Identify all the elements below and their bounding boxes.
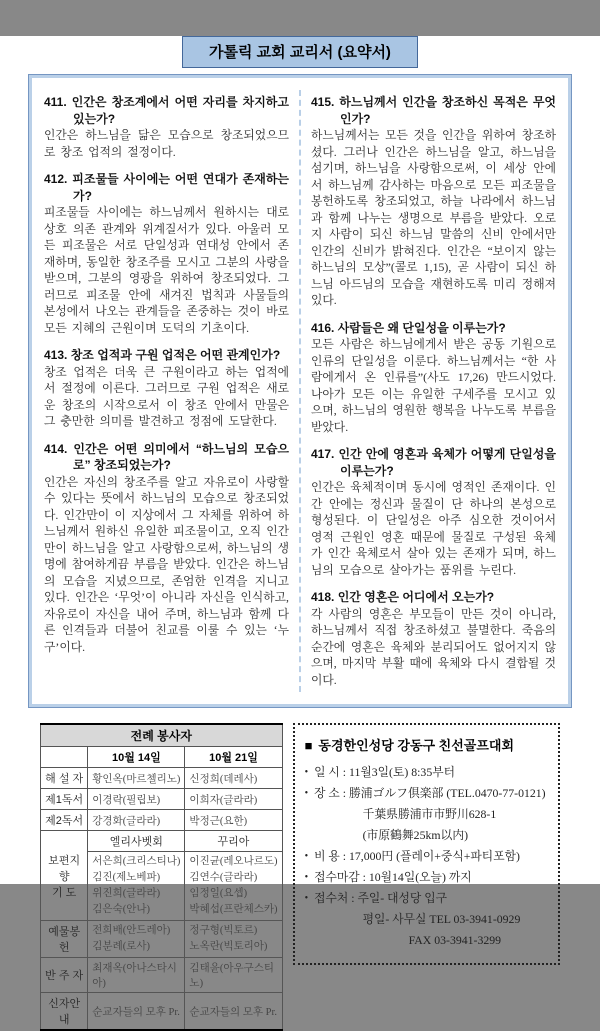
petition-name: 김연수(글라라) [189,872,258,883]
petition-group-2: 꾸리아 [185,831,282,852]
answer-415: 하느님께서는 모든 것을 인간을 위하여 창조하셨다. 그러나 인간은 하느님을 알고, 하느님을 섬기며, 하느님을 사랑함으로써, 이 세상 안에서 하느님께 감사하는 마음으로 모든 피조물을 봉헌하도록 창조되었고, 하늘 나라에서 하느님과 함께 나누는 생명으로 부름을 받았다. 오로지 사람이 되신 하느님 말씀의 신비 안에서만 인간의 신비가 밝혀진다. 인간은 “보이지 않는 하느님의 모상”(콜로 1,15), 곧 사람이 되신 하느님 아드님의 모습을 재현하도록 미리 정해져 있다. [311,128,556,307]
petition-name: 이진균(레오나르도) [189,856,278,867]
golf-item-text: 일 시 : 11월3일(토) 8:35부터 [314,765,456,779]
answer-417: 인간은 육체적이며 동시에 영적인 존재이다. 인간 안에는 정신과 물질이 단 하나의 본성으로 형성된다. 이 단일성은 아주 심오한 것이어서 영적 근원인 영혼 때문에 물질로 구성된 육체가 인간 육체로서 살아 있는 존재가 되며, 하느님의 모습으로 살아가는 품위를 누린다. [311,480,556,577]
golf-item-fee [305,846,550,867]
offering-week2 [185,921,282,958]
header-empty-cell [41,747,88,768]
catechism-section [28,74,572,708]
table-title: 전례 봉사자 [41,724,283,747]
question-412: 412. 피조물들 사이에는 어떤 연대가 존재하는가? [44,172,289,203]
golf-title-text: 동경한인성당 강동구 친선골프대회 [318,738,515,753]
usher-week2: 순교자들의 모후 Pr. [185,993,282,1031]
commentator-week1: 황인옥(마르첼리노) [88,768,185,789]
row-label-petition [41,831,88,921]
row-label: 해 설 자 [41,768,88,789]
question-415: 415. 하느님께서 인간을 창조하신 목적은 무엇인가? [311,95,556,126]
bullet-icon: • [304,767,309,778]
row-label: 신자안내 [41,993,88,1031]
catechism-left-column [34,90,299,692]
answer-411: 인간은 하느님을 닮은 모습으로 창조되었으므로 창조 업적의 절정이다. [44,128,289,159]
petition-label-line2: 기 도 [51,886,77,899]
golf-item-text: 접수마감 : 10월14일(오늘) 까지 [314,870,472,884]
petition-name: 임정일(요셉) [189,888,248,899]
accompanist-week2: 김태윤(아우구스티노) [185,958,282,993]
question-411: 411. 인간은 창조계에서 어떤 자리를 차지하고 있는가? [44,95,289,126]
row-label: 제2독서 [41,810,88,831]
answer-413: 창조 업적은 더욱 큰 구원이라고 하는 업적에서 절정에 이른다. 그러므로 구원 업적은 새로운 창조의 시작으로서 이 창조 안에서 만물은 그 충만한 의미를 발견하고 정점에 도달한다. [44,364,289,428]
bullet-icon: • [304,893,309,904]
catechism-columns [29,75,571,707]
table-row-reading1 [41,789,283,810]
question-416: 416. 사람들은 왜 단일성을 이루는가? [311,320,506,335]
qa-item-416 [311,320,556,436]
table-header-row [41,747,283,768]
table-row-commentator [41,768,283,789]
table-title-row [41,724,283,747]
golf-item-text: 장 소 : 勝浦ゴルフ倶楽部 (TEL.0470-77-0121) [314,786,546,800]
golf-item-text: 비 용 : 17,000円 (플레이+중식+파티포함) [314,849,520,863]
golf-item-text: 접수처 : 주일- 대성당 입구 [314,891,448,905]
golf-place-address: 千葉県勝浦市市野川628-1 [362,807,497,821]
bottom-section [40,723,560,1031]
question-414: 414. 인간은 어떤 의미에서 “하느님의 모습으로” 창조되었는가? [44,441,289,472]
answer-414: 인간은 자신의 창조주를 알고 자유로이 사랑할 수 있다는 뜻에서 하느님의 모습으로 창조되었다. 인간만이 이 지상에서 그 자체를 위하여 하느님께서 원하신 유일한 피조물이고, 오직 인간만이 하느님을 알고 사랑함으로써, 하느님의 생명에 참여하게끔 부름을 받았다. 인간은 하느님의 모습을 지녔으므로, 존엄한 인격을 지니고 있다. 인간은 ‘무엇’이 아니라 자신을 인식하고, 자유로이 자신을 내어 주며, 하느님과 함께 다른 인격들과 더불어 친교를 이룰 수 있는 ‘누구’이다. [44,474,289,654]
table-row-accompanist [41,958,283,993]
reading2-week2: 박정근(요한) [185,810,282,831]
table-row-reading2 [41,810,283,831]
qa-item-414 [44,441,289,656]
golf-place-distance: (市原鶴舞25km以内) [362,828,469,842]
catechism-right-column [299,90,566,692]
page-title: 가톨릭 교회 교리서 (요약서) [182,36,418,68]
question-413: 413. 창조 업적과 구원 업적은 어떤 관계인가? [44,348,281,362]
qa-item-417 [311,446,556,578]
row-label: 예물봉헌 [41,921,88,958]
reading2-week1: 강경화(글라라) [88,810,185,831]
petition-name: 박혜섭(프란체스카) [189,904,278,915]
header-date-1: 10월 14일 [88,747,185,768]
petition-label-line1: 보편지향 [48,854,81,883]
answer-412: 피조물들 사이에는 하느님께서 원하시는 대로 상호 의존 관계와 위계질서가 있다. 아울러 모든 피조물은 서로 단일성과 연대성 안에서 존재하며, 동일한 창조주를 모시고 그분의 사랑을 받으며, 그분의 영광을 위하여 창조되었다. 그러므로 피조물 안에 새겨진 법칙과 사물들의 본성에서 나오는 관계들을 존중하는 것이 바로 모든 지혜의 근원이며 도덕의 기초이다. [44,205,289,335]
reading1-week2: 이희자(글라라) [185,789,282,810]
bullet-icon: • [304,851,309,862]
offering-name: 노옥란(빅토리아) [189,941,268,952]
answer-416: 모든 사람은 하느님에게서 받은 공동 기원으로 인류의 단일성을 이룬다. 하느님께서는 “한 사람에게서 온 인류를”(사도 17,26) 만드시었다. 나아가 모든 이는 유일한 구세주를 모시고 있으며, 하느님의 영원한 행복을 나누도록 부름을 받았다. [311,337,556,434]
offering-name: 전희배(안드레아) [92,925,171,936]
golf-registration-fax: FAX 03-3941-3299 [408,933,502,947]
bullet-icon: • [304,788,309,799]
petition-name: 김은숙(안나) [92,904,150,915]
reading1-week1: 이경락(필립보) [88,789,185,810]
golf-registration-weekday: 평일- 사무실 TEL 03-3941-0929 [362,912,521,926]
question-418: 418. 인간 영혼은 어디에서 오는가? [311,590,495,604]
bulletin-page [0,36,600,1026]
qa-item-412 [44,171,289,336]
square-bullet-icon: ■ [304,738,313,753]
golf-item-place [305,783,550,804]
row-label: 반 주 자 [41,958,88,993]
table-row-usher [41,993,283,1031]
table-row-petition-groups [41,831,283,852]
usher-week1: 순교자들의 모후 Pr. [88,993,185,1031]
qa-item-415 [311,94,556,309]
commentator-week2: 신정희(데레사) [185,768,282,789]
row-label: 제1독서 [41,789,88,810]
bullet-icon: • [304,872,309,883]
petition-names-week1 [88,852,185,921]
answer-418: 각 사람의 영혼은 부모들이 만든 것이 아니라, 하느님께서 직접 창조하셨고 불멸한다. 죽음의 순간에 영혼은 육체와 분리되어도 없어지지 않으며, 마지막 부활 때에 육체와 다시 결합될 것이다. [311,606,556,687]
petition-name: 서은희(크리스티나) [92,856,181,867]
petition-name: 위진희(글라라) [92,888,161,899]
header-date-2: 10월 21일 [185,747,282,768]
qa-item-418 [311,589,556,688]
qa-item-411 [44,94,289,160]
golf-item-datetime [305,762,550,783]
offering-week1 [88,921,185,958]
golf-tournament-notice [293,723,560,965]
petition-name: 김진(제노베파) [92,872,161,883]
offering-name: 김분례(로사) [92,941,150,952]
qa-item-413 [44,347,289,430]
table-row-offering [41,921,283,958]
offering-name: 정구형(빅토르) [189,925,258,936]
petition-names-week2 [185,852,282,921]
liturgical-servers-table [40,723,283,1031]
golf-item-registration [305,888,550,909]
accompanist-week1: 최재옥(아나스타시아) [88,958,185,993]
golf-item-deadline [305,867,550,888]
golf-notice-title [305,735,550,754]
question-417: 417. 인간 안에 영혼과 육체가 어떻게 단일성을 이루는가? [311,447,556,478]
petition-group-1: 엘리사벳회 [88,831,185,852]
